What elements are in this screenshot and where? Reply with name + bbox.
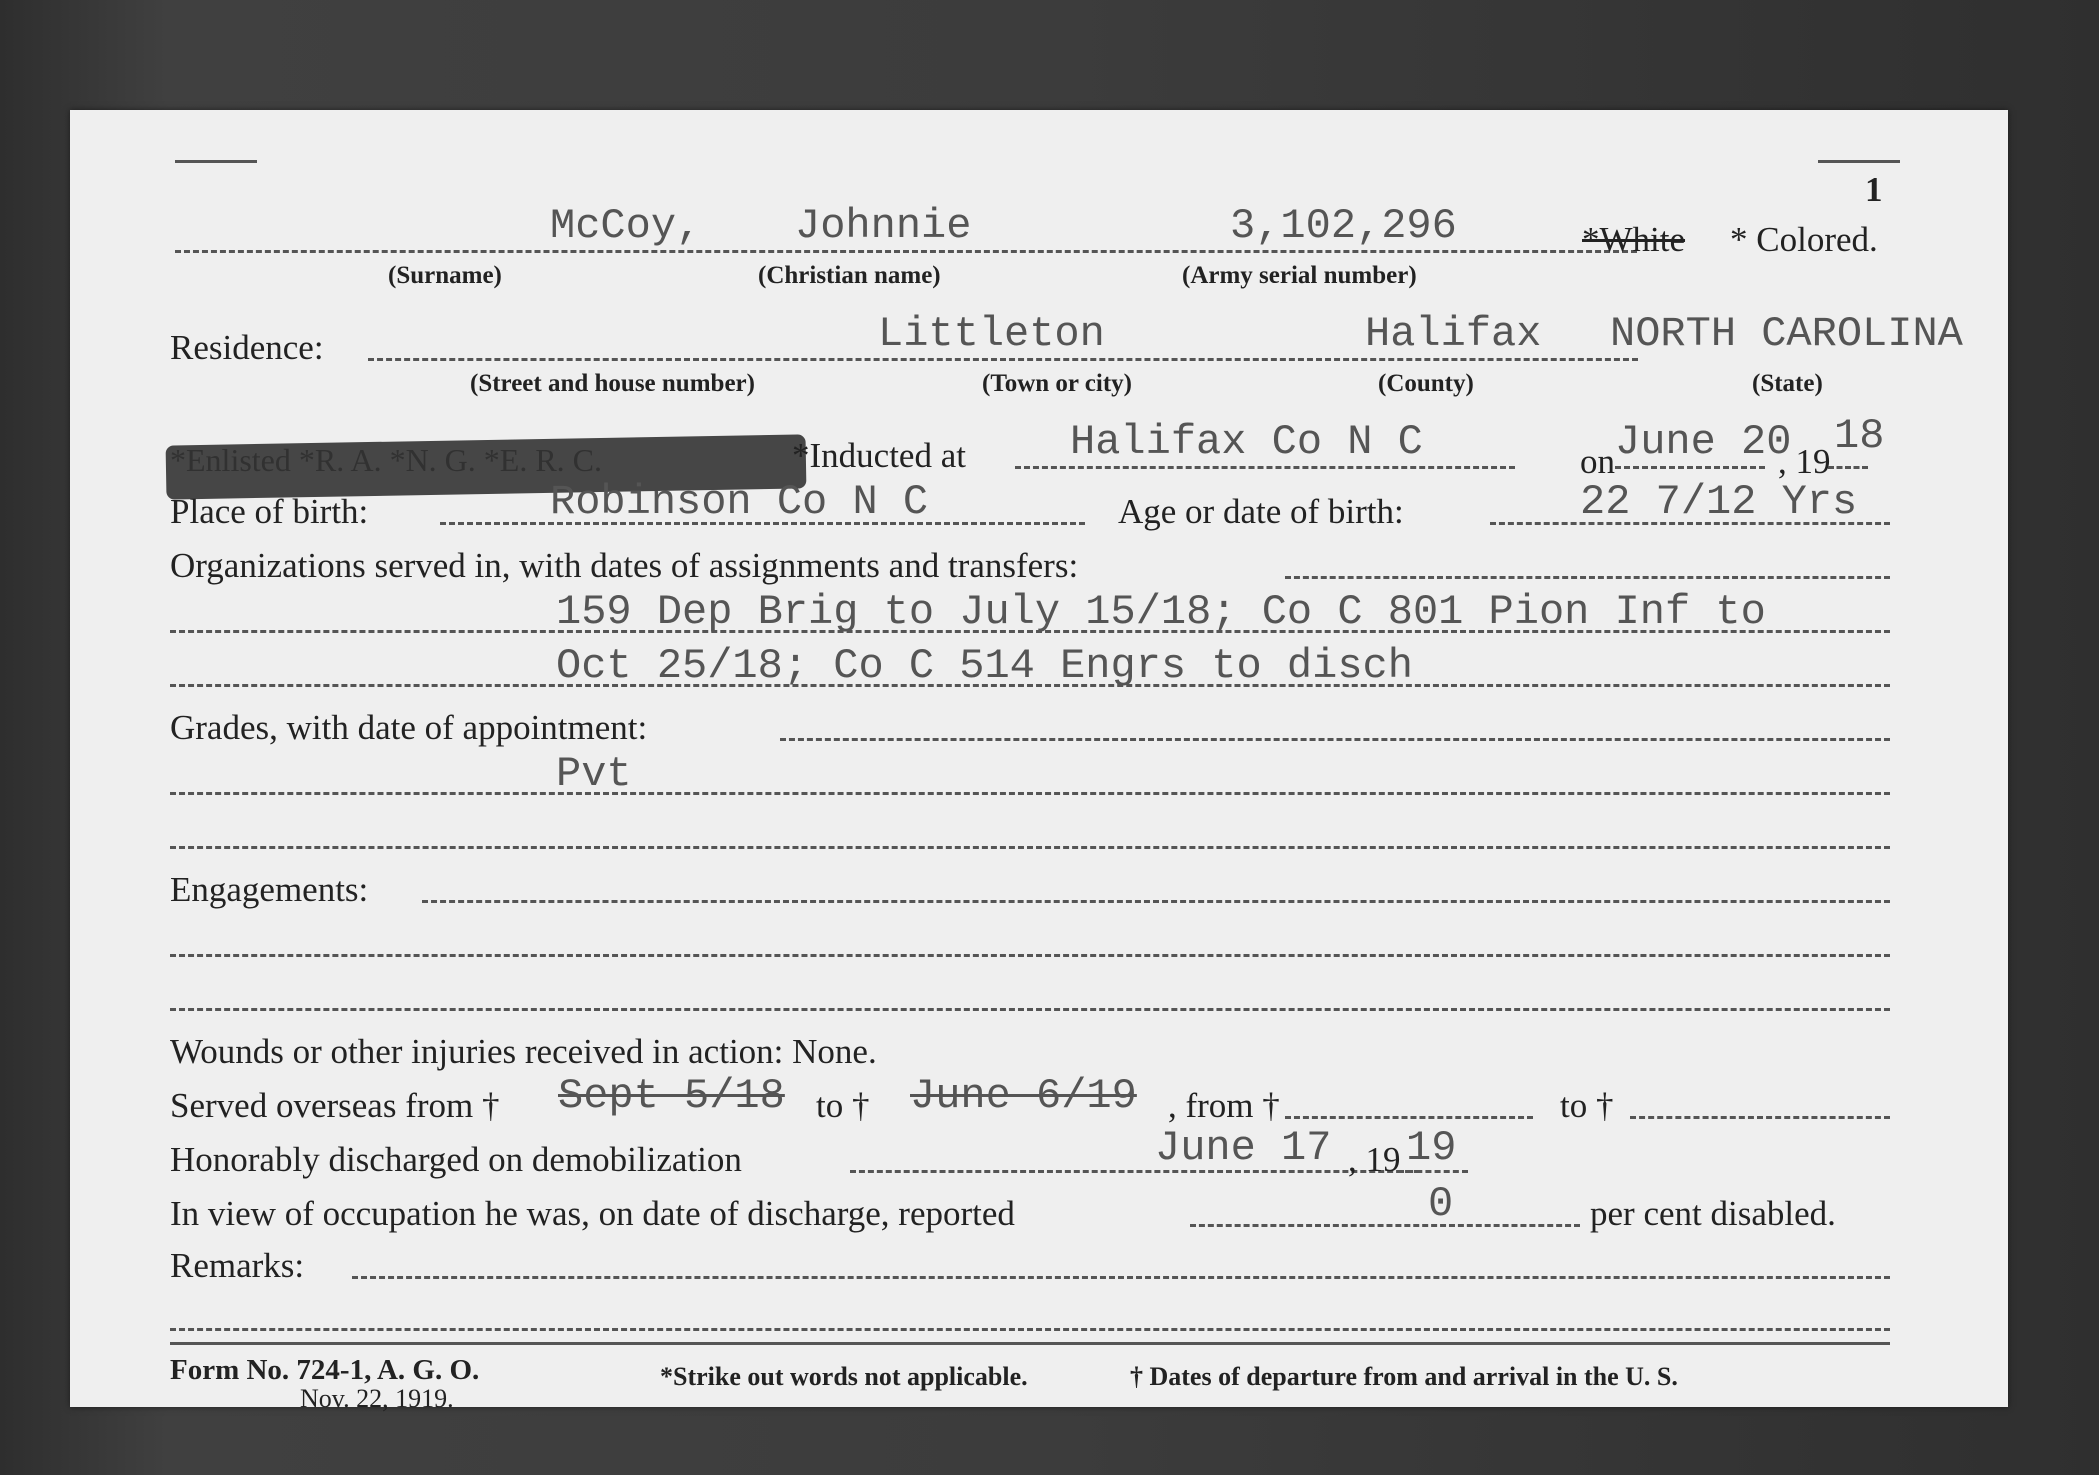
age-label: Age or date of birth: [1118, 492, 1404, 531]
organizations-value-1: 159 Dep Brig to July 15/18; Co C 801 Pion Inf to [556, 588, 1766, 636]
inducted-label: *Inducted at [792, 436, 966, 475]
year-prefix: , 19 [1778, 442, 1831, 481]
overseas-to2-line [1630, 1116, 1890, 1119]
disability-line [1190, 1224, 1580, 1227]
surname-value: McCoy, [550, 202, 702, 250]
engagements-line-1 [170, 954, 1890, 957]
footer-rule [170, 1342, 1890, 1345]
name-line [175, 250, 1637, 253]
remarks-line-2 [170, 1328, 1890, 1331]
overseas-from2-line [1285, 1116, 1533, 1119]
service-record-card [70, 110, 2008, 1413]
label-street: (Street and house number) [470, 370, 755, 397]
grades-line-2 [170, 846, 1890, 849]
induction-date-line [1615, 466, 1765, 469]
overseas-label: Served overseas from † [170, 1086, 500, 1125]
form-date: Nov. 22, 1919. [300, 1384, 454, 1413]
on-label: on [1580, 442, 1615, 481]
engagements-label: Engagements: [170, 870, 369, 909]
race-colored: * Colored. [1730, 220, 1878, 259]
overseas-to-label: to † [816, 1086, 870, 1125]
top-left-rule [175, 160, 257, 163]
induction-year-value: 18 [1834, 412, 1885, 460]
grades-line-0 [780, 738, 1890, 741]
induction-year-line [1828, 466, 1868, 469]
wounds-label: Wounds or other injuries received in action: None. [170, 1032, 877, 1071]
organizations-line-0 [1285, 576, 1890, 579]
top-right-rule [1818, 160, 1900, 163]
residence-label: Residence: [170, 328, 324, 367]
engagements-line-2 [170, 1008, 1890, 1011]
state-value: NORTH CAROLINA [1610, 310, 1963, 358]
grade-value: Pvt [556, 750, 632, 798]
birthplace-label: Place of birth: [170, 492, 369, 531]
discharge-date-value: June 17 [1155, 1124, 1332, 1172]
card-number: 1 [1865, 170, 1883, 209]
residence-line [368, 358, 1638, 361]
label-state: (State) [1752, 370, 1823, 397]
organizations-value-2: Oct 25/18; Co C 514 Engrs to disch [556, 642, 1413, 690]
county-value: Halifax [1365, 310, 1542, 358]
overseas-from-value: Sept 5/18 [558, 1072, 785, 1120]
engagements-line-0 [422, 900, 1890, 903]
remarks-label: Remarks: [170, 1246, 305, 1285]
disability-value: 0 [1428, 1180, 1454, 1228]
grades-line-1 [170, 792, 1890, 795]
organizations-label: Organizations served in, with dates of assignments and transfers: [170, 546, 1079, 585]
age-value: 22 7/12 Yrs [1580, 478, 1858, 526]
remarks-line-1 [352, 1276, 1890, 1279]
discharge-date-line [850, 1170, 1420, 1173]
race-white-struck: *White [1582, 220, 1686, 259]
serial-number-value: 3,102,296 [1230, 202, 1457, 250]
label-surname: (Surname) [388, 262, 502, 289]
birthplace-value: Robinson Co N C [550, 478, 929, 526]
town-value: Littleton [878, 310, 1105, 358]
discharge-label: Honorably discharged on demobilization [170, 1140, 742, 1179]
induction-date-value: June 20 [1615, 418, 1792, 466]
inducted-at-value: Halifax Co N C [1070, 418, 1423, 466]
label-christian-name: (Christian name) [758, 262, 941, 289]
disability-suffix: per cent disabled. [1590, 1194, 1836, 1233]
overseas-from2-label: , from † [1168, 1086, 1280, 1125]
label-county: (County) [1378, 370, 1474, 397]
form-number: Form No. 724-1, A. G. O. [170, 1354, 480, 1386]
label-serial-number: (Army serial number) [1182, 262, 1417, 289]
discharge-year-value: 19 [1406, 1124, 1457, 1172]
christian-name-value: Johnnie [795, 202, 972, 250]
note-dates: † Dates of departure from and arrival in the U. S. [1130, 1362, 1678, 1391]
overseas-to-value: June 6/19 [910, 1072, 1137, 1120]
note-strike-out: *Strike out words not applicable. [660, 1362, 1028, 1391]
disability-label: In view of occupation he was, on date of discharge, reported [170, 1194, 1015, 1233]
grades-label: Grades, with date of appointment: [170, 708, 648, 747]
inducted-line [1015, 466, 1515, 469]
label-town: (Town or city) [982, 370, 1132, 397]
overseas-to2-label: to † [1560, 1086, 1614, 1125]
discharge-year-prefix: , 19 [1348, 1140, 1401, 1179]
